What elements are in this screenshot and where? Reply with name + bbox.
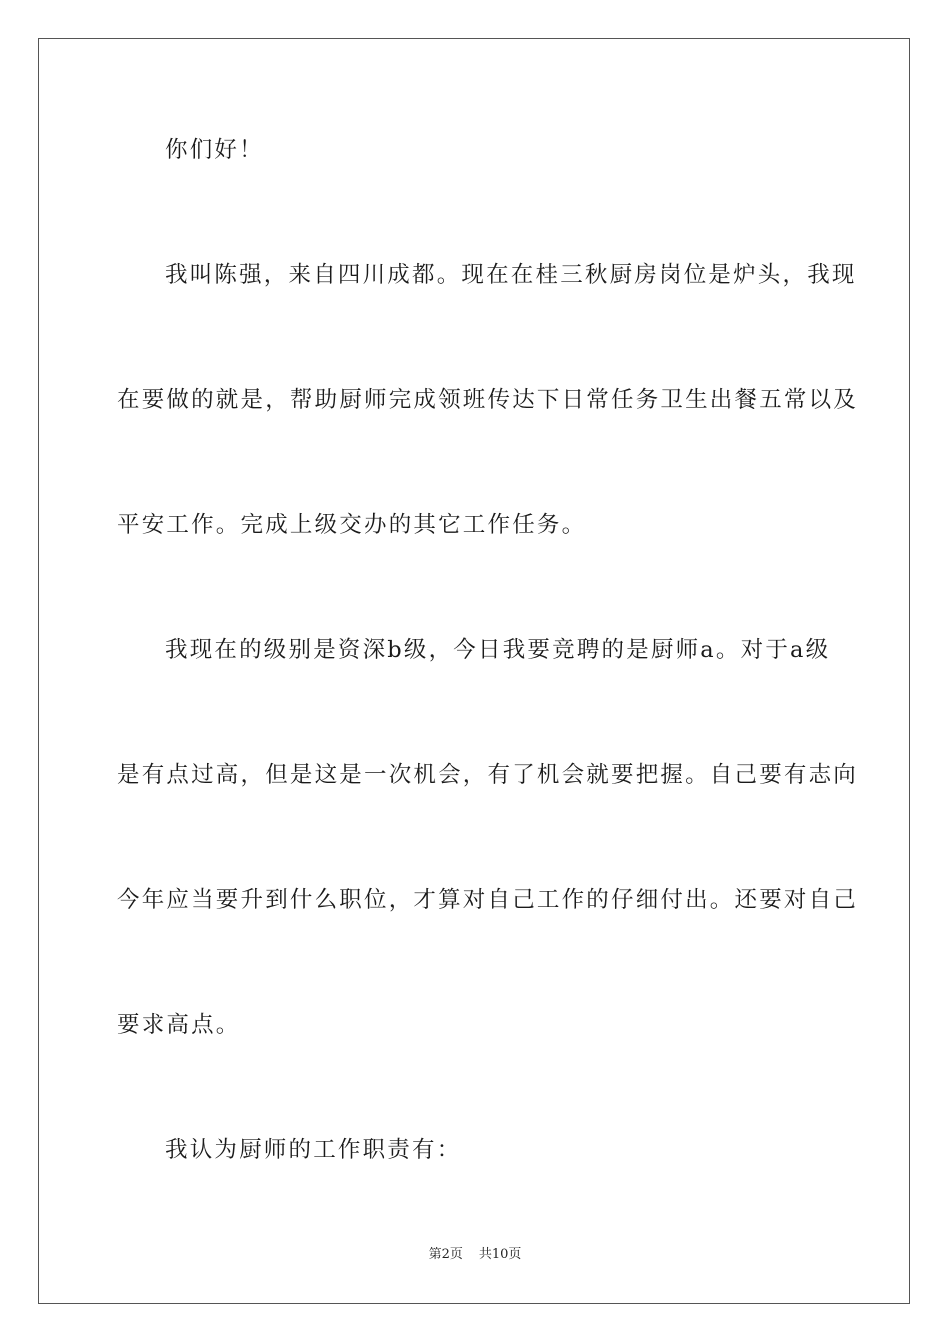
paragraph-2-line-3: 今年应当要升到什么职位，才算对自己工作的仔细付出。还要对自己: [117, 887, 859, 913]
page-footer: [0, 1246, 950, 1264]
paragraph-2-line-4: 要求高点。: [117, 1012, 241, 1038]
page-total: 共10页: [478, 1247, 522, 1262]
paragraph-2-line-1: 我现在的级别是资深b级，今日我要竞聘的是厨师a。对于a级: [165, 637, 831, 663]
paragraph-1-line-1: 我叫陈强，来自四川成都。现在在桂三秋厨房岗位是炉头，我现: [165, 262, 857, 288]
greeting-line: 你们好！: [165, 137, 264, 163]
page-number: 第2页: [428, 1247, 463, 1262]
paragraph-1-line-3: 平安工作。完成上级交办的其它工作任务。: [117, 512, 587, 538]
paragraph-1-line-2: 在要做的就是，帮助厨师完成领班传达下日常任务卫生出餐五常以及: [117, 387, 859, 413]
page-border: [38, 38, 910, 1304]
paragraph-2-line-2: 是有点过高，但是这是一次机会，有了机会就要把握。自己要有志向: [117, 762, 859, 788]
paragraph-3-line-1: 我认为厨师的工作职责有：: [165, 1137, 462, 1163]
